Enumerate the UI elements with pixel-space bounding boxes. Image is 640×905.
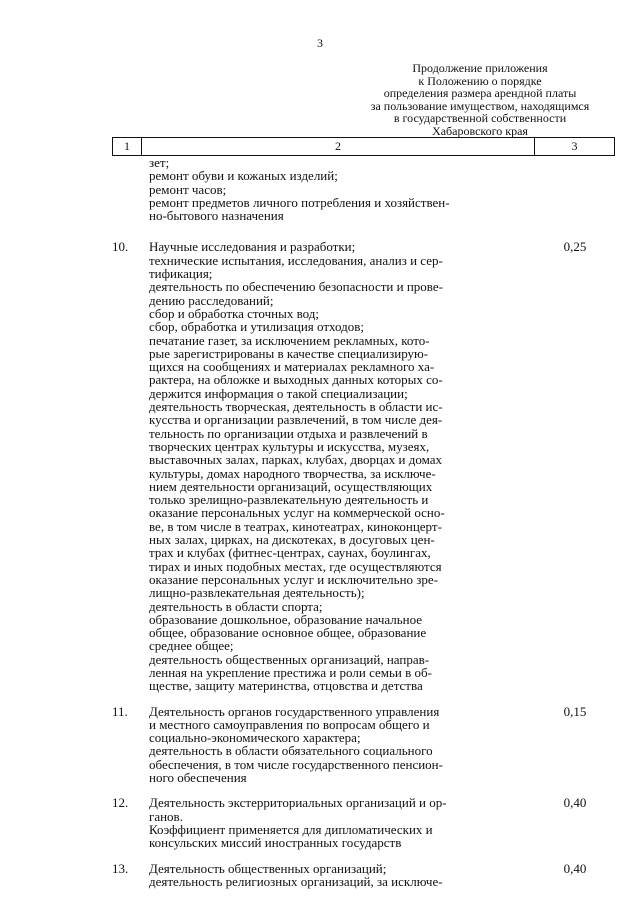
- description-line: ремонт часов;: [149, 181, 227, 197]
- description-line: трах и клубах (фитнес-центрах, саунах, боулингах,: [149, 545, 431, 561]
- table-row: [112, 862, 615, 889]
- activity-description: [149, 705, 509, 785]
- description-line: Деятельность органов государственного управления: [149, 703, 440, 719]
- column-number-2: 2: [142, 138, 535, 155]
- row-number: 12.: [112, 795, 129, 811]
- appendix-continuation-note: [346, 62, 614, 138]
- header-note-line: к Положению о порядке: [418, 73, 542, 88]
- description-line: держится информация о такой специализации;: [149, 385, 408, 401]
- header-note-line: Продолжение приложения: [412, 61, 548, 75]
- header-note-line: определения размера арендной платы: [383, 86, 577, 101]
- activity-description: [149, 862, 509, 889]
- description-line: рые зарегистрированы в качестве специализирую-: [149, 345, 429, 361]
- description-line: ного обеспечения: [149, 770, 247, 786]
- header-note-line: Хабаровского края: [432, 123, 528, 138]
- description-line: культуры, домах народного творчества, за исключе-: [149, 465, 436, 481]
- header-note-line: за пользование имуществом, находящимся: [370, 98, 590, 113]
- description-line: ществе, защиту материнства, отцовства и детства: [149, 678, 423, 694]
- description-line: Коэффициент применяется для дипломатических и: [149, 821, 433, 837]
- description-line: деятельность в области спорта;: [149, 598, 323, 614]
- description-line: Научные исследования и разработки;: [149, 239, 356, 255]
- description-line: рактера, на обложке и выходных данных которых со-: [149, 372, 443, 388]
- row-number: 10.: [112, 239, 129, 255]
- coefficient-value: [509, 156, 615, 222]
- column-number-1: 1: [113, 138, 142, 155]
- description-line: дению расследований;: [149, 292, 274, 308]
- description-line: кусства и организации развлечений, в том числе дея-: [149, 412, 443, 428]
- description-line: и местного самоуправления по вопросам общего и: [149, 716, 430, 732]
- description-line: ганов.: [149, 808, 183, 824]
- coefficient-value: 0,40: [563, 795, 587, 811]
- description-line: оказание персональных услуг и исключительно зре-: [149, 571, 439, 587]
- description-line: зет;: [149, 155, 170, 170]
- description-line: только зрелищно-развлекательную деятельность и: [149, 492, 429, 508]
- description-line: деятельность религиозных организаций, за исключе-: [149, 873, 443, 889]
- description-line: деятельность творческая, деятельность в области ис-: [149, 399, 443, 415]
- description-line: лищно-развлекательная деятельность);: [149, 585, 365, 601]
- description-line: деятельность общественных организаций, направ-: [149, 651, 430, 667]
- coefficient-value: 0,40: [563, 860, 587, 876]
- column-number-3: 3: [571, 139, 578, 153]
- description-line: сбор и обработка сточных вод;: [149, 305, 319, 321]
- description-line: консульских миссий иностранных государств: [149, 835, 402, 851]
- description-line: творческих центрах культуры и искусства, музеях,: [149, 438, 430, 454]
- description-line: деятельность по обеспечению безопасности и прове-: [149, 279, 443, 295]
- activity-table-body: [112, 156, 615, 900]
- table-row: [112, 796, 615, 849]
- description-line: ных залах, цирках, на дискотеках, в досуговых цен-: [149, 532, 435, 548]
- description-line: технические испытания, исследования, анализ и сер-: [149, 252, 443, 268]
- page-number: 3: [317, 36, 323, 50]
- description-line: печатание газет, за исключением рекламных, кото-: [149, 332, 430, 348]
- coefficient-value: 0,15: [563, 703, 587, 719]
- coefficient-value: 0,25: [563, 239, 587, 255]
- description-line: социально-экономического характера;: [149, 730, 361, 746]
- description-line: ленная на укрепление престижа и роли семьи в об-: [149, 664, 432, 680]
- description-line: среднее общее;: [149, 638, 234, 654]
- description-line: деятельность в области обязательного социального: [149, 743, 433, 759]
- description-line: тельность по организации отдыха и развлечений в: [149, 425, 428, 441]
- description-line: ремонт предметов личного потребления и хозяйствен-: [149, 194, 450, 210]
- description-line: нием деятельности организаций, осуществляющих: [149, 478, 433, 494]
- description-line: выставочных залах, парках, клубах, дворцах и домах: [149, 452, 442, 468]
- row-number: 13.: [112, 860, 129, 876]
- description-line: ве, в том числе в театрах, кинотеатрах, киноконцерт-: [149, 518, 442, 534]
- description-line: сбор, обработка и утилизация отходов;: [149, 319, 365, 335]
- description-line: образование дошкольное, образование начальное: [149, 611, 423, 627]
- description-line: оказание персональных услуг на коммерческой осно-: [149, 505, 445, 521]
- description-line: ремонт обуви и кожаных изделий;: [149, 168, 338, 184]
- description-line: тирах и иных подобных местах, где осуществляются: [149, 558, 442, 574]
- description-line: общее, образование основное общее, образование: [149, 625, 427, 641]
- activity-description: [149, 156, 509, 222]
- description-line: обеспечения, в том числе государственного пенсион-: [149, 756, 443, 772]
- table-row: [112, 705, 615, 785]
- header-note-line: в государственной собственности: [393, 111, 567, 126]
- description-line: Деятельность общественных организаций;: [149, 860, 387, 876]
- column-header-row: [112, 137, 615, 156]
- row-number: [112, 156, 149, 222]
- description-line: тификация;: [149, 266, 213, 282]
- activity-description: [149, 796, 509, 849]
- description-line: но-бытового назначения: [149, 208, 284, 224]
- activity-description: [149, 240, 509, 692]
- table-row: [112, 240, 615, 692]
- description-line: Деятельность экстерриториальных организаций и ор-: [149, 795, 447, 811]
- table-row: [112, 156, 615, 222]
- row-number: 11.: [112, 703, 128, 719]
- description-line: щихся на сообщениях и материалах рекламного ха-: [149, 359, 435, 375]
